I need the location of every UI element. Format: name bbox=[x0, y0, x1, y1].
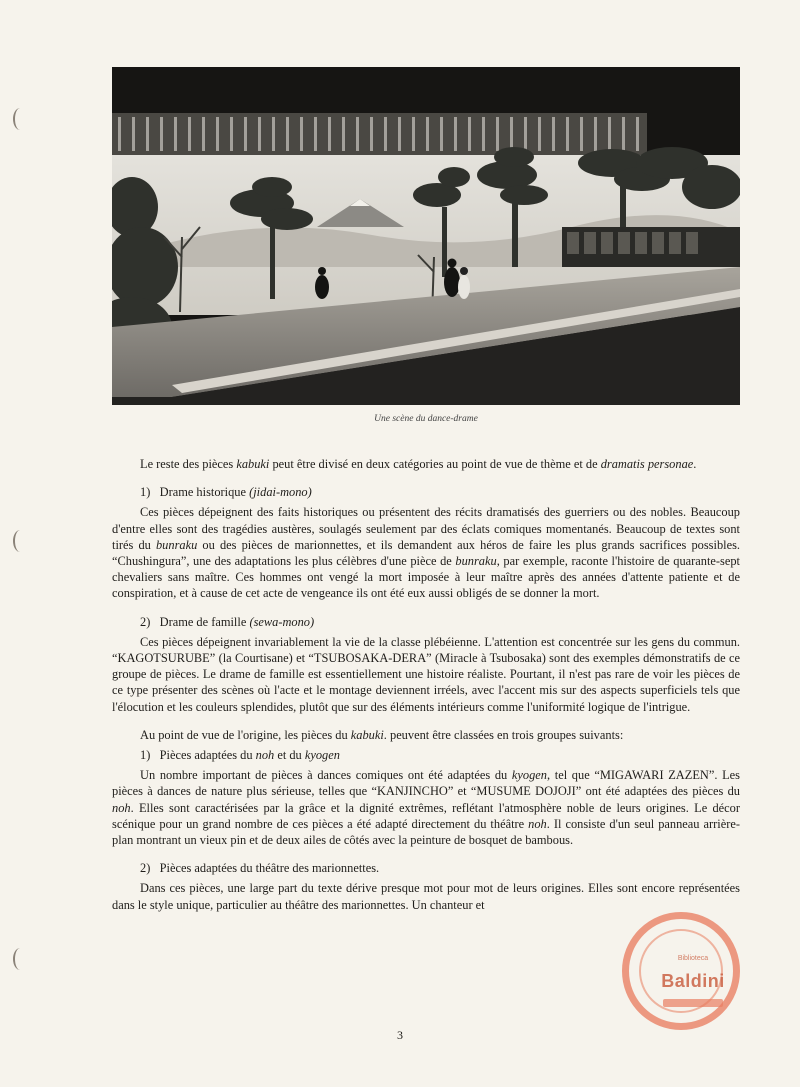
stamp-bar bbox=[663, 999, 723, 1007]
paragraph-text: . Elles sont caractérisées par la grâce et la dignité extrêmes, reflétant l'atmosphère noble de leurs origines. Le décor scénique pour un grand nombre de ces pièces a été adapté directement du théâtre bbox=[112, 800, 740, 831]
library-stamp bbox=[622, 912, 740, 1030]
section-paragraph: Ces pièces dépeignent invariablement la vie de la classe plébéienne. L'attention est concentrée sur les gens du commun. “KAGOTSURUBE” (la Courtisane) et “TSUBOSAKA-DERA” (Miracle à Tsubosaka) sont des exemples démonstratifs de ce groupe de pièces. Le drame de famille est essentiellement une histoire réaliste. Pourtant, il n'est pas rare de voir les pièces de ce type présenter des scènes où l'acte et le montage deviennent irréels, avec l'accent mis sur des aspects superficiels tels que l'élocution et les couleurs splendides, plutôt que sur des éléments intérieurs comme l'uniformité logique de l'intrigue. bbox=[112, 634, 740, 714]
paragraph-text: , tel que “MIGAWARI ZAZEN”. Les pièces à dances de nature plus sérieuse, telles que “KANJINCHO” et “MUSUME DOJOJI” ont été adaptées des pièces du bbox=[112, 768, 741, 799]
stamp-inner-ring bbox=[639, 929, 723, 1013]
section-title: Drame de famille bbox=[159, 614, 247, 629]
paragraph-text: . peuvent être classées en trois groupes suivants: bbox=[383, 727, 624, 742]
group-paragraph bbox=[112, 767, 740, 848]
group-title: Pièces adaptées du bbox=[159, 748, 256, 763]
group-title: Pièces adaptées du théâtre des marionnettes. bbox=[159, 861, 380, 876]
group-number: 1) bbox=[140, 748, 151, 763]
stamp-small-text: Biblioteca bbox=[677, 955, 709, 962]
section-title: Drame historique bbox=[159, 485, 246, 500]
intro-term: kabuki bbox=[236, 457, 270, 471]
group-heading bbox=[112, 860, 740, 876]
paragraph-text: , par exemple, raconte l'histoire de quarante-sept chevaliers sans maître. Ces hommes ont vengé la mort imposée à leur maître après des années d'attente patiente et de conspiration, et à cause de cet acte de vengeance ils ont été eux aussi obligés de se donner la mort. bbox=[112, 554, 741, 601]
paragraph-text: Un nombre important de pièces à dances comiques ont été adaptées du bbox=[140, 768, 512, 783]
paragraph-term: noh bbox=[528, 816, 547, 831]
section-heading bbox=[112, 614, 740, 630]
group-number: 2) bbox=[140, 861, 151, 876]
group-term: kyogen bbox=[304, 748, 340, 763]
paragraph-text: Ces pièces dépeignent des faits historiques ou présentent des récits dramatisés des guerriers ou des nobles. Beaucoup d'entre elles sont des tragédies austères, soulagés seulement par des éclats comiques momentanés. Beaucoup de textes sont tirés du bbox=[112, 505, 740, 552]
intro-term: dramatis personae bbox=[600, 457, 694, 471]
paragraph-text: . Il consiste d'un seul panneau arrière-plan montrant un vieux pin et de deux ailes de côtés avec la peinture de bosquet de bambous. bbox=[112, 816, 740, 848]
stage-scene-illustration bbox=[112, 67, 740, 405]
group-term: noh bbox=[255, 748, 275, 763]
group-paragraph: Dans ces pièces, une large part du texte dérive presque mot pour mot de leurs origines. Elles sont encore représentées dans le style unique, particulier au théâtre des marionnettes. Un chanteur et bbox=[112, 881, 740, 912]
paragraph-term: bunraku bbox=[455, 554, 497, 569]
intro-paragraph bbox=[112, 456, 740, 472]
punch-hole-mark bbox=[13, 530, 27, 552]
paragraph-term: kabuki bbox=[350, 727, 384, 742]
intro-text: . bbox=[693, 457, 697, 471]
paragraph-text: Au point de vue de l'origine, les pièces du bbox=[140, 727, 351, 742]
section-number: 2) bbox=[140, 614, 151, 629]
intro-text: peut être divisé en deux catégories au point de vue de thème et de bbox=[269, 457, 601, 471]
punch-hole-mark bbox=[13, 948, 27, 970]
section-subtitle: (sewa-mono) bbox=[249, 614, 315, 629]
group-heading bbox=[112, 747, 740, 763]
section-paragraph bbox=[112, 504, 740, 601]
intro-text: Le reste des pièces bbox=[140, 457, 237, 471]
figure-caption: Une scène du dance-drame bbox=[374, 414, 478, 424]
section-heading bbox=[112, 484, 740, 500]
paragraph-term: bunraku bbox=[155, 537, 198, 552]
stamp-label: Baldini bbox=[661, 971, 725, 991]
page-number: 3 bbox=[397, 1028, 403, 1042]
paragraph-text: ou des pièces de marionnettes, et ils demandent aux héros de faire les plus grands sacrifices possibles. “Chushingura”, une des adaptations les plus célèbres d'une pièce de bbox=[112, 537, 740, 569]
group-title: et du bbox=[274, 748, 305, 763]
origin-paragraph bbox=[112, 727, 740, 743]
punch-hole-mark bbox=[13, 108, 27, 130]
body-text bbox=[112, 456, 740, 913]
paragraph-term: noh bbox=[112, 800, 131, 815]
section-subtitle: (jidai-mono) bbox=[249, 485, 312, 500]
paragraph-term: kyogen bbox=[511, 768, 547, 783]
section-number: 1) bbox=[140, 485, 151, 500]
stage-photograph bbox=[112, 67, 740, 405]
